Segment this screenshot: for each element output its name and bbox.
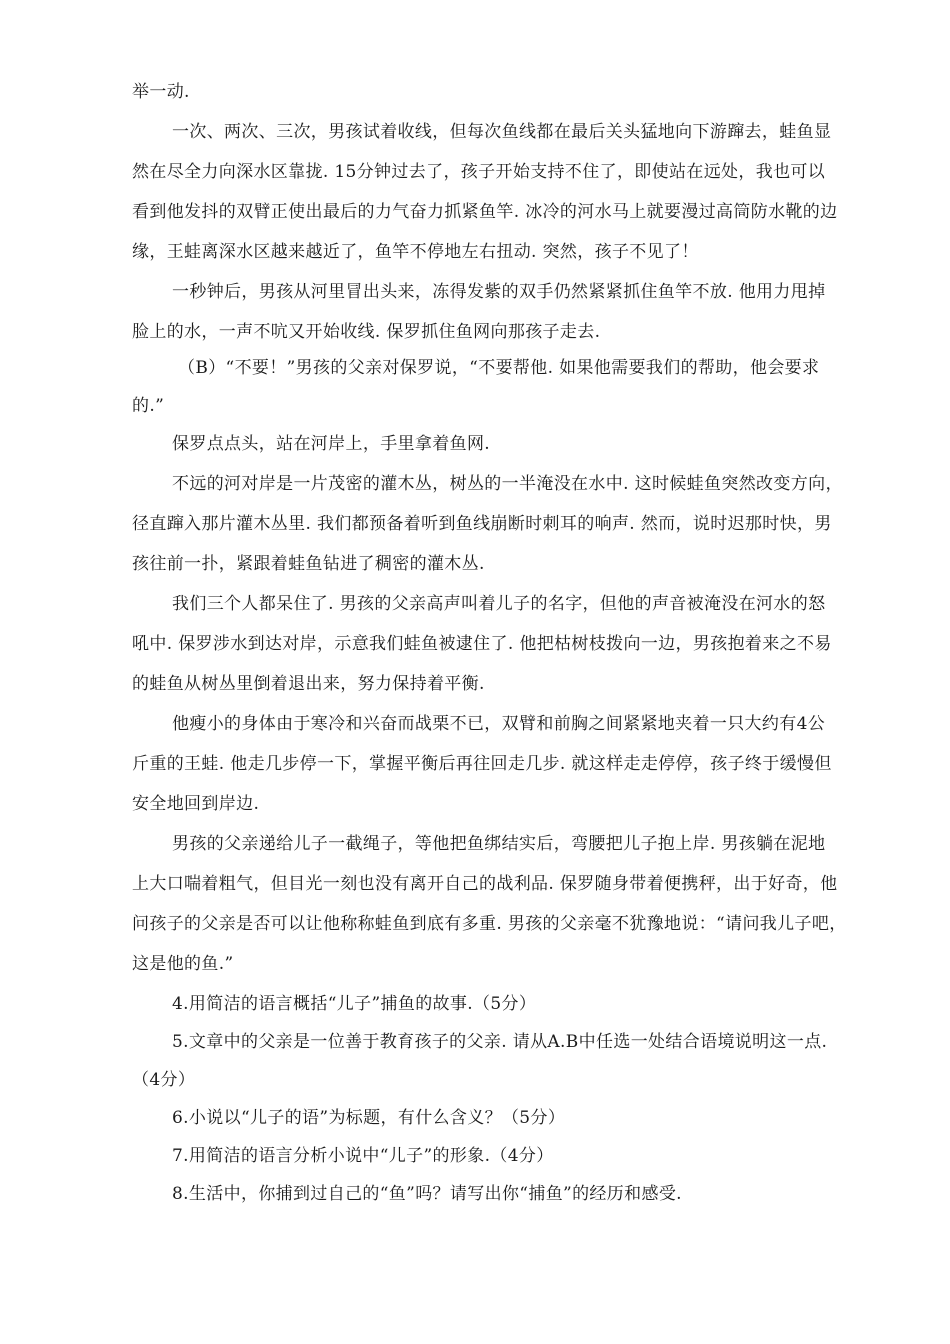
text-line: 男孩的父亲递给儿子一截绳子，等他把鱼绑结实后，弯腰把儿子抱上岸. 男孩躺在泥地 [172,834,826,854]
text-line: 看到他发抖的双臂正使出最后的力气奋力抓紧鱼竿. 冰冷的河水马上就要漫过高筒防水靴的边 [132,202,838,222]
text-line: 脸上的水，一声不吭又开始收线. 保罗抓住鱼网向那孩子走去. [132,322,601,342]
question-4: 4.用简洁的语言概括“儿子”捕鱼的故事.（5分） [172,994,537,1014]
text-line: 径直蹿入那片灌木丛里. 我们都预备着听到鱼线崩断时刺耳的响声. 然而，说时迟那时快，男 [132,514,832,534]
text-line: 安全地回到岸边. [132,794,260,814]
text-line: 的.” [132,396,165,416]
text-line: 一次、两次、三次，男孩试着收线，但每次鱼线都在最后关头猛地向下游蹿去，蛙鱼显 [172,122,832,142]
text-line: 不远的河对岸是一片茂密的灌木丛，树丛的一半淹没在水中. 这时候蛙鱼突然改变方向， [172,474,843,494]
text-line: 吼中. 保罗涉水到达对岸，示意我们蛙鱼被逮住了. 他把枯树枝拨向一边，男孩抱着来之不易 [132,634,832,654]
text-line: 斤重的王蛙. 他走几步停一下，掌握平衡后再往回走几步. 就这样走走停停，孩子终于缓慢但 [132,754,832,774]
question-8: 8.生活中，你捕到过自己的“鱼”吗？请写出你“捕鱼”的经历和感受. [172,1184,682,1204]
text-line: 这是他的鱼.” [132,954,234,974]
text-line: 的蛙鱼从树丛里倒着退出来，努力保持着平衡. [132,674,485,694]
question-6: 6.小说以“儿子的语”为标题，有什么含义？（5分） [172,1108,566,1128]
text-line: 孩往前一扑，紧跟着蛙鱼钻进了稠密的灌木丛. [132,554,485,574]
text-line: 上大口喘着粗气，但目光一刻也没有离开自己的战利品. 保罗随身带着便携秤，出于好奇，他 [132,874,838,894]
text-line: （4分） [132,1070,196,1090]
text-line: 一秒钟后，男孩从河里冒出头来，冻得发紫的双手仍然紧紧抓住鱼竿不放. 他用力甩掉 [172,282,826,302]
text-line: 缘，王蛙离深水区越来越近了，鱼竿不停地左右扭动. 突然，孩子不见了！ [132,242,699,262]
text-line: 他瘦小的身体由于寒冷和兴奋而战栗不已，双臂和前胸之间紧紧地夹着一只大约有4公 [172,714,826,734]
text-line: 保罗点点头，站在河岸上，手里拿着鱼网. [172,434,491,454]
text-line: 我们三个人都呆住了. 男孩的父亲高声叫着儿子的名字，但他的声音被淹没在河水的怒 [172,594,826,614]
question-7: 7.用简洁的语言分析小说中“儿子”的形象.（4分） [172,1146,554,1166]
text-line: （B）“不要！”男孩的父亲对保罗说，“不要帮他. 如果他需要我们的帮助，他会要求 [178,358,820,378]
text-line: 问孩子的父亲是否可以让他称称蛙鱼到底有多重. 男孩的父亲毫不犹豫地说：“请问我儿子吧， [132,914,847,934]
question-5: 5.文章中的父亲是一位善于教育孩子的父亲. 请从A.B中任选一处结合语境说明这一点. [172,1032,828,1052]
text-line: 然在尽全力向深水区靠拢. 15分钟过去了，孩子开始支持不住了，即使站在远处，我也可以 [132,162,826,182]
text-line: 举一动. [132,82,190,102]
